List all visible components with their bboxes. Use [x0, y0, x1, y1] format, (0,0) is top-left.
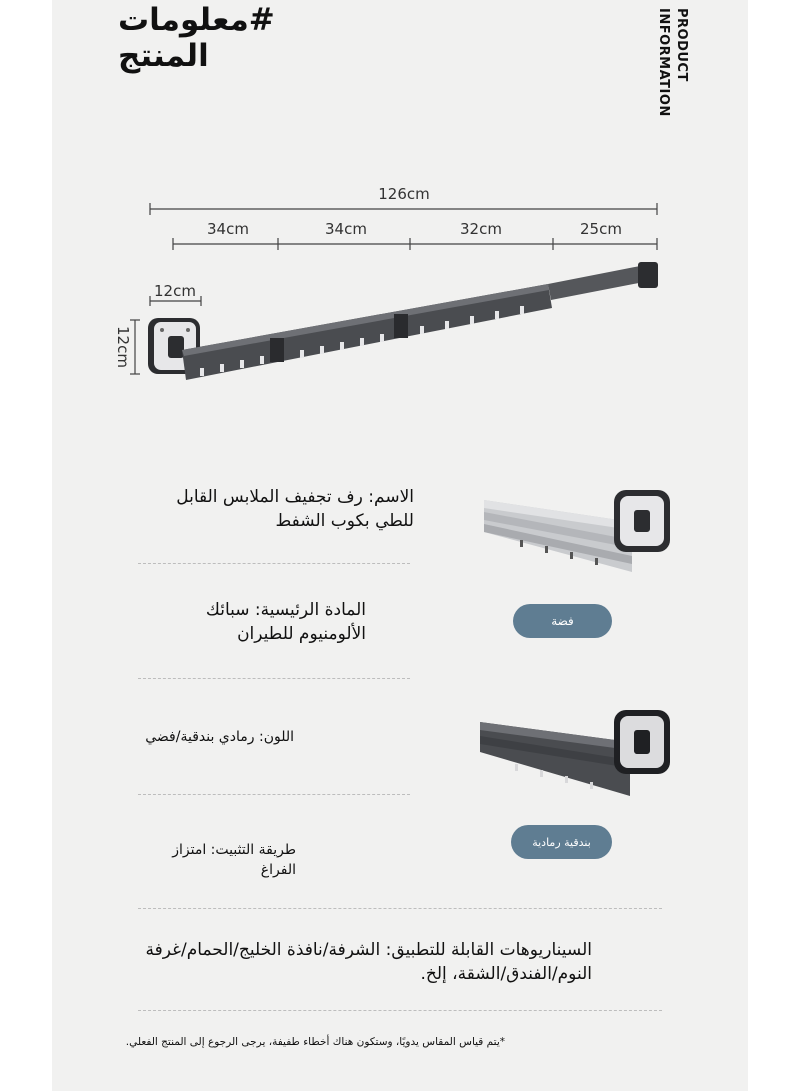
segment-3-label: 32cm	[460, 220, 502, 238]
page-title: #معلومات المنتج	[118, 2, 275, 74]
divider	[138, 1010, 662, 1011]
segment-dimension-line	[173, 238, 657, 250]
spec-name: الاسم: رف تجفيف الملابس القابل للطي بكوب الشفط	[176, 487, 414, 531]
segment-1-label: 34cm	[207, 220, 249, 238]
segment-4-label: 25cm	[580, 220, 622, 238]
segment-2-label: 34cm	[325, 220, 367, 238]
silver-color-badge: فضة	[513, 604, 612, 638]
divider	[138, 678, 410, 679]
vertical-label-line1: PRODUCT	[674, 8, 689, 82]
footnote: *يتم قياس المقاس يدويًا، وستكون هناك أخطاء طفيفة، يرجى الرجوع إلى المنتج الفعلي.	[125, 1036, 505, 1048]
spec-material: المادة الرئيسية: سبائك الألومنيوم للطيران	[205, 600, 366, 644]
vertical-label-line2: INFORMATION	[656, 8, 671, 117]
base-width-label: 12cm	[154, 282, 196, 300]
gray-rack-image	[480, 710, 670, 796]
divider	[138, 794, 410, 795]
gray-color-badge: بندقية رمادية	[511, 825, 612, 859]
spec-installation: طريقة التثبيت: امتزاز الفراغ	[172, 842, 296, 878]
divider	[138, 563, 410, 564]
divider	[138, 908, 662, 909]
spec-scenarios: السيناريوهات القابلة للتطبيق: الشرفة/نافذة الخليج/الحمام/غرفة النوم/الفندق/الشقة، إلخ.	[145, 940, 592, 984]
total-length-label: 126cm	[378, 185, 430, 203]
spec-color: اللون: رمادي بندقية/فضي	[145, 729, 294, 745]
total-dimension-line	[150, 203, 657, 215]
base-height-label: 12cm	[114, 326, 132, 368]
extended-rack-image	[148, 262, 658, 380]
silver-rack-image	[484, 490, 670, 572]
